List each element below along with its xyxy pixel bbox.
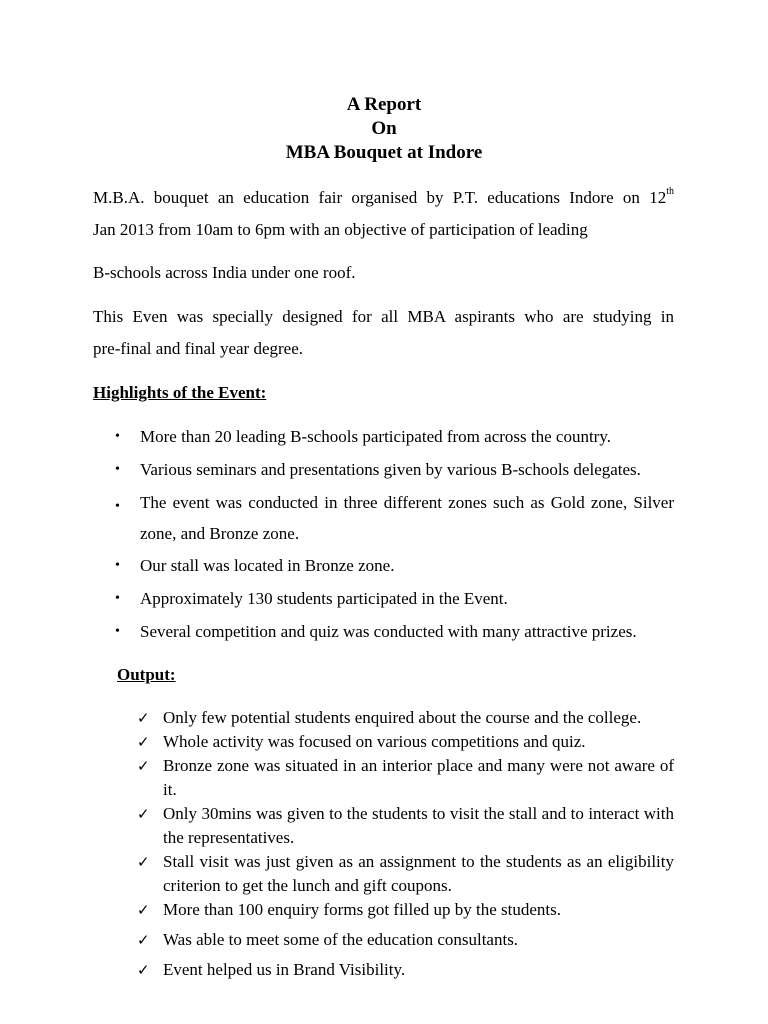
highlights-heading: Highlights of the Event: <box>93 383 267 402</box>
bullet-icon: • <box>115 624 120 639</box>
list-item <box>93 425 674 449</box>
output-text: Was able to meet some of the education consultants. <box>163 930 519 949</box>
list-item <box>137 730 674 754</box>
intro-paragraph-continued <box>93 257 674 289</box>
bullet-icon: • <box>115 558 120 573</box>
checkmark-icon: ✓ <box>137 931 150 949</box>
checkmark-icon: ✓ <box>137 853 150 871</box>
highlight-text: Our stall was located in Bronze zone. <box>140 556 395 575</box>
list-item <box>137 706 674 730</box>
output-text: More than 100 enquiry forms got filled up by the students. <box>163 900 562 919</box>
list-item <box>137 754 674 802</box>
list-item <box>137 850 674 898</box>
output-text: Only few potential students enquired about the course and the college. <box>163 708 642 727</box>
output-text: Event helped us in Brand Visibility. <box>163 960 406 979</box>
list-item <box>137 802 674 850</box>
list-item <box>93 458 674 482</box>
intro-paragraph <box>93 182 674 246</box>
bullet-icon: • <box>115 499 120 514</box>
title-line-3: MBA Bouquet at Indore <box>285 142 483 163</box>
highlight-text: Approximately 130 students participated in the Event. <box>140 589 508 608</box>
highlight-text: More than 20 leading B-schools participated from across the country. <box>140 427 611 446</box>
list-item <box>93 554 674 578</box>
report-title <box>0 93 768 165</box>
list-item <box>137 958 674 982</box>
output-text: Stall visit was just given as an assignment to the students as an eligibility criterion to get the lunch and gift coupons. <box>163 852 674 895</box>
checkmark-icon: ✓ <box>137 733 150 751</box>
checkmark-icon: ✓ <box>137 757 150 775</box>
design-paragraph <box>93 301 674 365</box>
list-item <box>93 487 674 549</box>
output-text: Only 30mins was given to the students to visit the stall and to interact with the representatives. <box>163 804 674 847</box>
intro-line-2: Jan 2013 from 10am to 6pm with an objective of participation of leading <box>93 220 588 239</box>
title-line-2: On <box>371 118 397 139</box>
design-line-2: pre-final and final year degree. <box>93 339 304 358</box>
intro-line-1 <box>93 182 674 214</box>
highlight-text: The event was conducted in three different zones such as Gold zone, Silver zone, and Bronze zone. <box>140 493 674 543</box>
intro-line-3: B-schools across India under one roof. <box>93 263 356 282</box>
checkmark-icon: ✓ <box>137 901 150 919</box>
checkmark-icon: ✓ <box>137 805 150 823</box>
bullet-icon: • <box>115 462 120 477</box>
highlight-text: Several competition and quiz was conducted with many attractive prizes. <box>140 622 637 641</box>
output-text: Whole activity was focused on various competitions and quiz. <box>163 732 586 751</box>
checkmark-icon: ✓ <box>137 961 150 979</box>
highlights-list <box>93 425 674 653</box>
date-superscript: th <box>666 186 674 197</box>
bullet-icon: • <box>115 429 120 444</box>
intro-line-1-text: M.B.A. bouquet an education fair organised by P.T. educations Indore on 12 <box>93 188 667 207</box>
list-item <box>137 898 674 922</box>
checkmark-icon: ✓ <box>137 709 150 727</box>
bullet-icon: • <box>115 591 120 606</box>
output-text: Bronze zone was situated in an interior place and many were not aware of it. <box>163 756 674 799</box>
title-line-1: A Report <box>346 94 422 115</box>
list-item <box>93 620 674 644</box>
output-list <box>137 706 674 982</box>
output-heading: Output: <box>117 665 176 684</box>
list-item <box>93 587 674 611</box>
design-line-1: This Even was specially designed for all MBA aspirants who are studying in <box>93 307 674 326</box>
list-item <box>137 928 674 952</box>
highlight-text: Various seminars and presentations given by various B-schools delegates. <box>140 460 641 479</box>
